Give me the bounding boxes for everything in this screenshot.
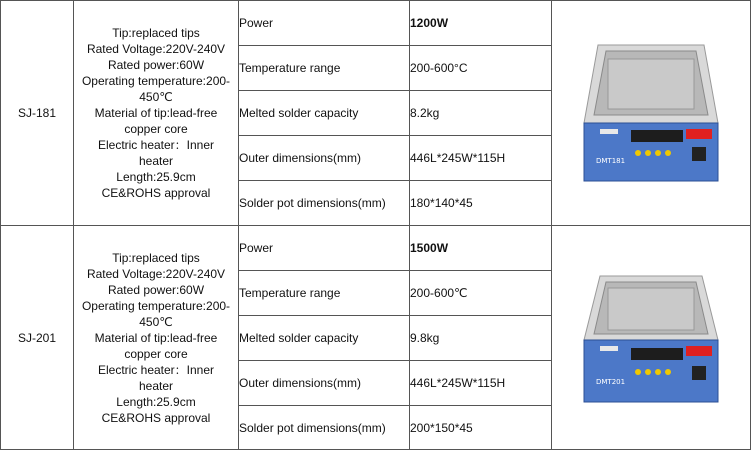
- description-line: Tip:replaced tips: [112, 250, 200, 265]
- spec-label: Power: [239, 1, 410, 46]
- spec-label: Solder pot dimensions(mm): [239, 181, 410, 226]
- description-line: CE&ROHS approval: [101, 186, 211, 200]
- spec-label: Melted solder capacity: [239, 91, 410, 136]
- spec-value: 446L*245W*115H: [410, 361, 552, 406]
- spec-label: Solder pot dimensions(mm): [239, 406, 410, 450]
- table-row: [1, 226, 751, 271]
- solder-pot-image: [576, 258, 726, 418]
- model-cell: SJ-201: [1, 226, 74, 450]
- description-line: Material of tip:lead-free: [94, 330, 218, 345]
- description-line: heater: [138, 378, 174, 393]
- product-photo-cell: [552, 1, 751, 226]
- product-photo-cell: [552, 226, 751, 450]
- device-model-label: DMT181: [596, 157, 626, 165]
- spec-value: 200-600°C: [410, 46, 552, 91]
- description-line: Material of tip:lead-free: [94, 106, 218, 120]
- spec-value: 200*150*45: [410, 406, 552, 450]
- description-line: Length:25.9cm: [116, 394, 196, 409]
- spec-label: Temperature range: [239, 46, 410, 91]
- spec-value: 9.8kg: [410, 316, 552, 361]
- description-line: 450℃: [139, 90, 173, 104]
- description-line: copper core: [124, 346, 188, 361]
- description-line: copper core: [124, 122, 188, 136]
- spec-value: 1200W: [410, 1, 552, 46]
- description-line: CE&ROHS approval: [101, 410, 211, 425]
- model-cell: SJ-181: [1, 1, 74, 226]
- description-line: Rated power:60W: [107, 282, 205, 297]
- description-line: 450℃: [139, 314, 173, 329]
- spec-label: Power: [239, 226, 410, 271]
- spec-value: 200-600℃: [410, 271, 552, 316]
- table-row: [1, 1, 751, 46]
- spec-label: Outer dimensions(mm): [239, 361, 410, 406]
- description-line: Operating temperature:200-: [81, 298, 231, 313]
- spec-value: 8.2kg: [410, 91, 552, 136]
- description-line: Operating temperature:200-: [81, 74, 231, 88]
- spec-value: 1500W: [410, 226, 552, 271]
- description-line: Length:25.9cm: [116, 170, 196, 184]
- description-line: Electric heater：Inner: [97, 138, 215, 152]
- spec-value: 180*140*45: [410, 181, 552, 226]
- description-line: heater: [138, 154, 174, 168]
- device-model-label: DMT201: [596, 377, 626, 386]
- solder-pot-image: [576, 33, 726, 193]
- spec-value: 446L*245W*115H: [410, 136, 552, 181]
- description-line: Rated power:60W: [107, 58, 205, 72]
- description-cell: [74, 1, 239, 226]
- spec-label: Melted solder capacity: [239, 316, 410, 361]
- description-line: Electric heater：Inner: [97, 362, 215, 377]
- spec-label: Temperature range: [239, 271, 410, 316]
- description-line: Rated Voltage:220V-240V: [86, 266, 226, 281]
- description-line: Rated Voltage:220V-240V: [86, 42, 226, 56]
- description-line: Tip:replaced tips: [112, 26, 200, 40]
- description-cell: [74, 226, 239, 450]
- spec-label: Outer dimensions(mm): [239, 136, 410, 181]
